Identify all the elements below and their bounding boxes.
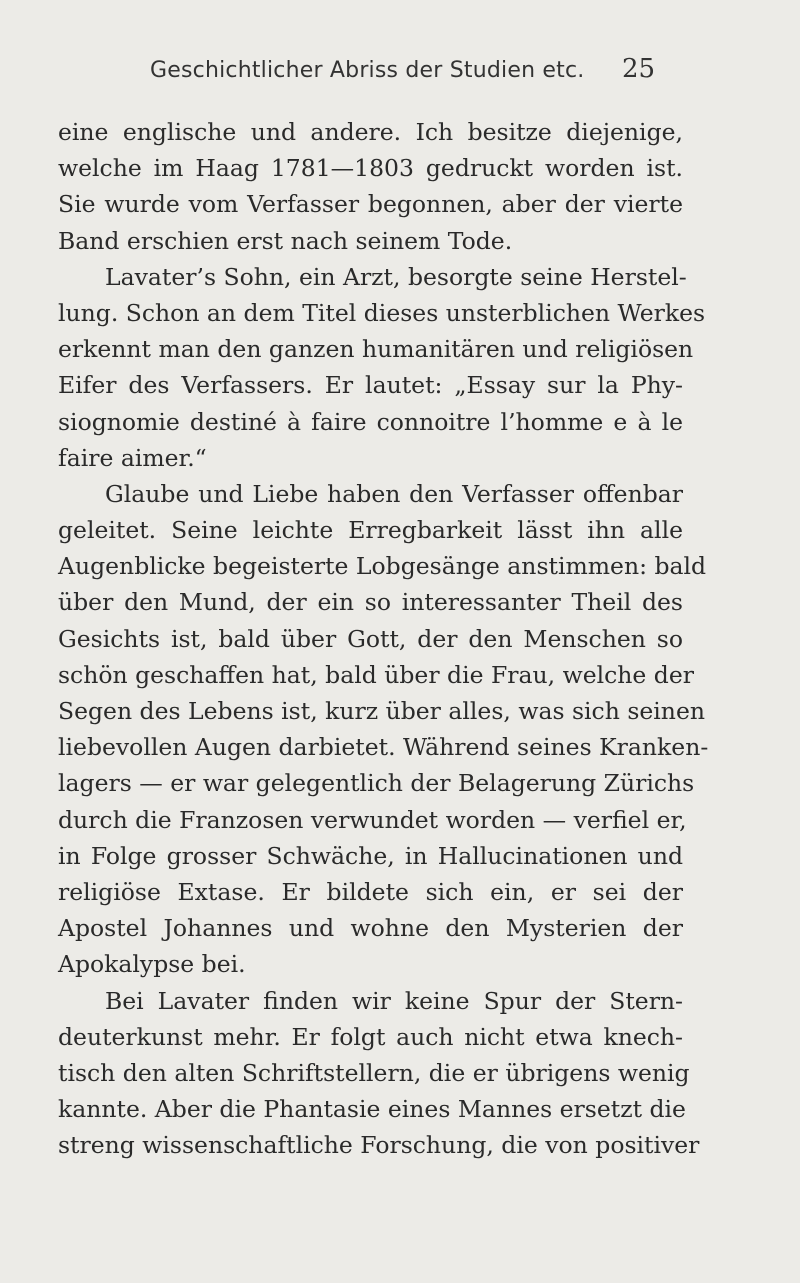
text-line: Gesichts ist, bald über Gott, der den Menschen so xyxy=(58,624,683,653)
text-line: Segen des Lebens ist, kurz über alles, was sich seinen xyxy=(58,697,705,725)
text-line: lung. Schon an dem Titel dieses unsterblichen Werkes xyxy=(58,298,706,327)
text-line: erkennt man den ganzen humanitären und religiösen xyxy=(58,335,694,364)
running-title: Geschichtlicher Abriss der Studien etc. xyxy=(150,58,585,83)
text-line: welche im Haag 1781—1803 gedruckt worden ist. xyxy=(58,154,683,183)
running-head xyxy=(0,54,800,98)
page-number: 25 xyxy=(622,54,656,84)
text-line: Apokalypse bei. xyxy=(58,950,246,979)
text-line: Band erschien erst nach seinem Tode. xyxy=(58,226,513,255)
text-line: deuterkunst mehr. Er folgt auch nicht etwa knech- xyxy=(58,1022,683,1051)
text-line: Augenblicke begeisterte Lobgesänge anstimmen: bald xyxy=(58,552,707,581)
text-line: kannte. Aber die Phantasie eines Mannes ersetzt die xyxy=(58,1095,686,1124)
text-line: Apostel Johannes und wohne den Mysterien der xyxy=(58,914,683,943)
text-line: lagers — er war gelegentlich der Belagerung Zürichs xyxy=(58,769,695,798)
text-line: religiöse Extase. Er bildete sich ein, er sei der xyxy=(58,877,683,906)
text-line: in Folge grosser Schwäche, in Hallucinationen und xyxy=(58,841,683,870)
text-line: Sie wurde vom Verfasser begonnen, aber der vierte xyxy=(58,190,683,219)
text-line: schön geschaffen hat, bald über die Frau, welche der xyxy=(58,660,694,689)
text-line: streng wissenschaftliche Forschung, die von positiver xyxy=(58,1131,700,1160)
text-line: tisch den alten Schriftstellern, die er übrigens wenig xyxy=(58,1058,690,1087)
text-line: geleitet. Seine leichte Erregbarkeit lässt ihn alle xyxy=(58,516,683,545)
text-line: durch die Franzosen verwundet worden — verfiel er, xyxy=(58,805,687,834)
body-text xyxy=(58,114,709,1163)
text-line: Eifer des Verfassers. Er lautet: „Essay sur la Phy- xyxy=(58,371,683,400)
text-line: siognomie destiné à faire connoitre l’homme e à le xyxy=(58,407,683,436)
text-line: faire aimer.“ xyxy=(58,443,207,472)
text-line: liebevollen Augen darbietet. Während seines Kranken- xyxy=(58,733,709,762)
text-line: Lavater’s Sohn, ein Arzt, besorgte seine Herstel- xyxy=(105,262,687,291)
text-line: über den Mund, der ein so interessanter Theil des xyxy=(58,588,683,617)
text-line: Bei Lavater finden wir keine Spur der Stern- xyxy=(105,986,683,1015)
text-line: eine englische und andere. Ich besitze diejenige, xyxy=(58,118,683,146)
text-line: Glaube und Liebe haben den Verfasser offenbar xyxy=(105,479,683,508)
